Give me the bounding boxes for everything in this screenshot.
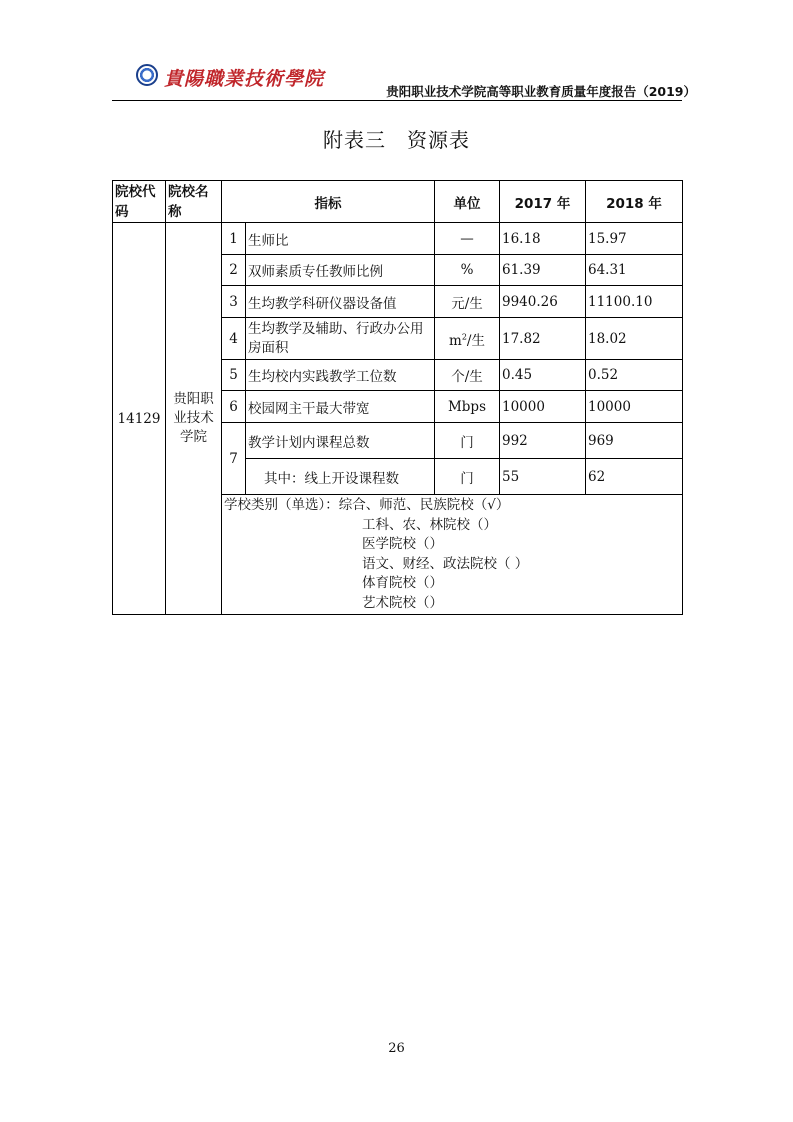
row-unit: 门	[435, 459, 500, 495]
school-emblem-icon	[136, 64, 158, 86]
row-unit: —	[435, 223, 500, 255]
row-value-2017: 10000	[500, 391, 586, 423]
row-value-2017: 17.82	[500, 318, 586, 360]
row-label: 校园网主干最大带宽	[246, 391, 435, 423]
row-label: 生均校内实践教学工位数	[246, 360, 435, 391]
row-value-2017: 9940.26	[500, 286, 586, 318]
header-rule	[112, 100, 682, 101]
row-number: 5	[222, 360, 246, 391]
school-category-cell	[222, 495, 683, 615]
row-label: 生师比	[246, 223, 435, 255]
row-label: 生均教学及辅助、行政办公用房面积	[246, 318, 435, 360]
category-option: 体育院校（）	[362, 575, 443, 591]
page-header	[136, 60, 696, 100]
category-option: 语文、财经、政法院校（ ）	[362, 555, 529, 572]
row-label: 双师素质专任教师比例	[246, 255, 435, 286]
row-value-2017: 61.39	[500, 255, 586, 286]
unit-base: m	[449, 332, 462, 349]
row-unit: 门	[435, 423, 500, 459]
row-unit: 个/生	[435, 360, 500, 391]
header-unit: 单位	[435, 181, 500, 223]
unit-tail: /生	[466, 332, 485, 349]
row-number: 2	[222, 255, 246, 286]
row-number: 7	[222, 423, 246, 495]
row-label: 生均教学科研仪器设备值	[246, 286, 435, 318]
report-title: 贵阳职业技术学院高等职业教育质量年度报告（2019）	[386, 84, 696, 99]
row-number: 1	[222, 223, 246, 255]
row-number: 3	[222, 286, 246, 318]
row-unit: Mbps	[435, 391, 500, 423]
header-school-code: 院校代码	[113, 181, 166, 223]
row-unit	[435, 318, 500, 360]
row-value-2018: 0.52	[586, 360, 683, 391]
row-value-2017: 0.45	[500, 360, 586, 391]
category-option: 艺术院校（）	[362, 594, 443, 611]
category-option: 综合、师范、民族院校（√）	[338, 497, 510, 513]
row-label: 教学计划内课程总数	[246, 423, 435, 459]
row-value-2017: 16.18	[500, 223, 586, 255]
unit-superscript: 2	[461, 332, 467, 341]
row-value-2017: 55	[500, 459, 586, 495]
row-value-2018: 62	[586, 459, 683, 495]
category-label: 学校类别（单选）：	[224, 497, 339, 513]
resource-table	[112, 180, 683, 615]
row-number: 6	[222, 391, 246, 423]
header-indicator: 指标	[222, 181, 435, 223]
category-option: 医学院校（）	[362, 536, 443, 552]
row-value-2018: 969	[586, 423, 683, 459]
row-value-2017: 992	[500, 423, 586, 459]
page-title: 附表三 资源表	[323, 128, 470, 152]
row-value-2018: 18.02	[586, 318, 683, 360]
header-school-name: 院校名称	[166, 181, 222, 223]
category-line-first	[224, 496, 680, 516]
school-logo-text: 貴陽職業技術學院	[164, 68, 325, 90]
table-row	[113, 223, 683, 255]
row-value-2018: 10000	[586, 391, 683, 423]
page-number: 26	[388, 1041, 405, 1056]
row-number: 4	[222, 318, 246, 360]
table-header-row	[113, 181, 683, 223]
row-unit: 元/生	[435, 286, 500, 318]
row-unit: %	[435, 255, 500, 286]
header-2018: 2018 年	[586, 181, 683, 223]
category-option: 工科、农、林院校（）	[362, 516, 497, 533]
row-value-2018: 64.31	[586, 255, 683, 286]
header-2017: 2017 年	[500, 181, 586, 223]
row-value-2018: 11100.10	[586, 286, 683, 318]
school-name-cell: 贵阳职业技术学院	[166, 223, 222, 615]
row-label: 其中：线上开设课程数	[246, 459, 435, 495]
school-code-cell: 14129	[113, 223, 166, 615]
row-value-2018: 15.97	[586, 223, 683, 255]
